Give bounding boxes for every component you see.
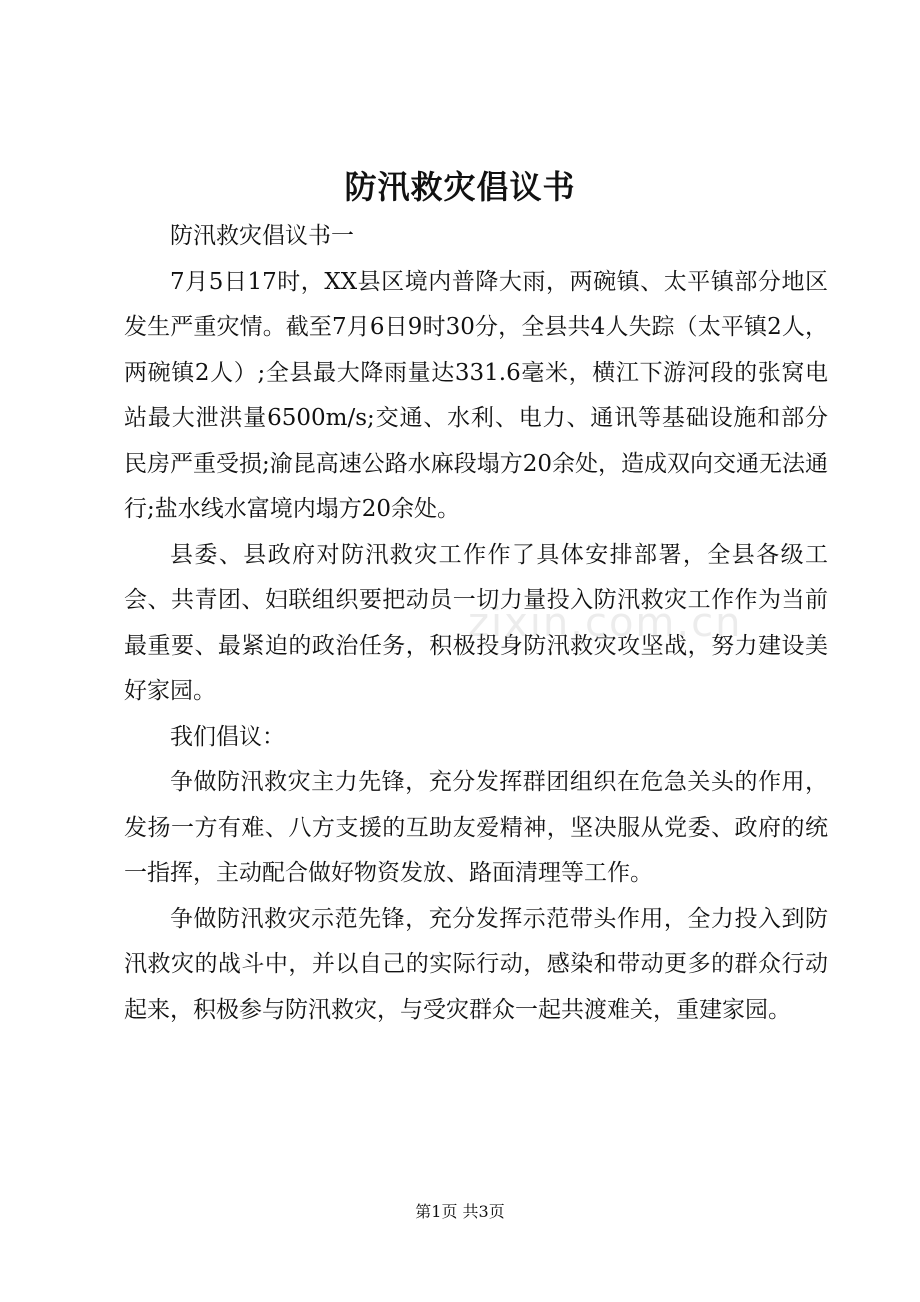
page-footer: 第1页 共3页 [415,1202,505,1221]
paragraph-proposal-heading: 我们倡议： [170,723,285,750]
paragraph-proposal-2: 争做防汛救灾示范先锋，充分发挥示范带头作用，全力投入到防汛救灾的战斗中，并以自己的实际行动，感染和带动更多的群众行动起来，积极参与防汛救灾，与受灾群众一起共渡难关，重建家园。 [124,905,828,1023]
paragraph-subtitle: 防汛救灾倡议书一 [170,223,354,249]
paragraph-proposal-1: 争做防汛救灾主力先锋，充分发挥群团组织在危急关头的作用，发扬一方有难、八方支援的互助友爱精神，坚决服从党委、政府的统一指挥，主动配合做好物资发放、路面清理等工作。 [124,769,828,886]
watermark: zixin.com.cn [468,600,743,646]
paragraph-situation: 7月5日17时，XX县区境内普降大雨，两碗镇、太平镇部分地区发生严重灾情。截至7月6日9时30分，全县共4人失踪（太平镇2人，两碗镇2人）;全县最大降雨量达331.6毫米，横江下游河段的张窝电站最大泄洪量6500m/s;交通、水利、电力、通讯等基础设施和部分民房严重受损;渝昆高速公路水麻段塌方20余处，造成双向交通无法通行;盐水线水富境内塌方20余处。 [124,268,829,522]
page-title: 防汛救灾倡议书 [344,168,576,206]
paragraph-deployment: 县委、县政府对防汛救灾工作作了具体安排部署，全县各级工会、共青团、妇联组织要把动员一切力量投入防汛救灾工作作为当前最重要、最紧迫的政治任务，积极投身防汛救灾攻坚战，努力建设美好家园。 [124,541,828,704]
